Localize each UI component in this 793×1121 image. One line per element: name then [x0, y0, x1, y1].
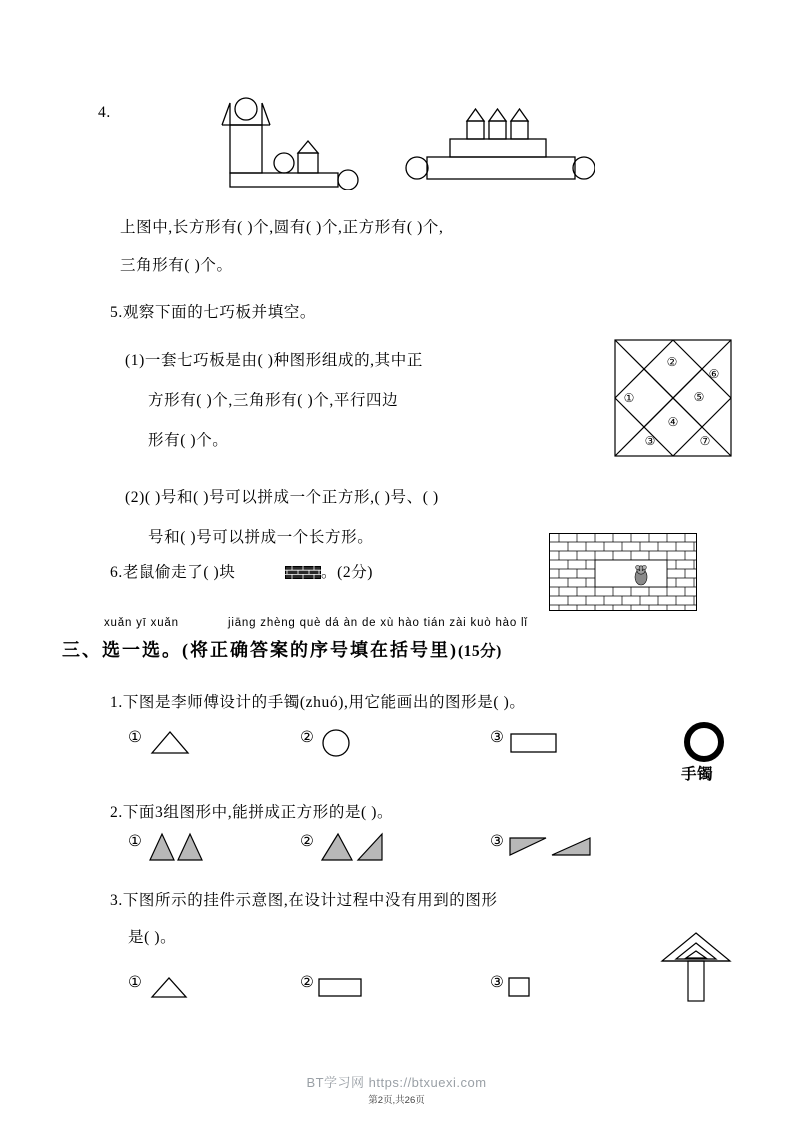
section-3-title-text: 三、选一选。(将正确答案的序号填在括号里) [62, 640, 458, 660]
choice-3-option-1-label[interactable]: ① [128, 974, 142, 991]
choice-1-stem: 1.下图是李师傅设计的手镯(zhuó),用它能画出的图形是( )。 [110, 694, 526, 711]
watermark: BT学习网 https://btxuexi.com [306, 1075, 487, 1090]
question-6-suffix: 。(2分) [321, 564, 374, 581]
choice-3-stem-line-2: 是( )。 [128, 929, 177, 946]
svg-text:①: ① [623, 391, 635, 405]
triangle-shape-icon [148, 729, 192, 755]
question-5-stem: 5.观察下面的七巧板并填空。 [110, 304, 317, 321]
svg-text:④: ④ [667, 415, 679, 429]
choice-3-stem-line-1: 3.下图所示的挂件示意图,在设计过程中没有用到的图形 [110, 892, 498, 909]
section-3-title [62, 636, 502, 662]
question-5-part1-line3: 形有( )个。 [148, 432, 229, 449]
question-5-part2-line1: (2)( )号和( )号可以拼成一个正方形,( )号、( ) [125, 489, 439, 506]
circle-shape-icon [320, 728, 354, 758]
question-4-figure-right [405, 105, 595, 190]
question-4-figure-left [200, 95, 370, 190]
two-tall-triangles-icon [146, 830, 208, 862]
brick-inline-icon [285, 566, 321, 579]
question-4-line-2: 三角形有( )个。 [120, 257, 233, 274]
section-3-pinyin-title: xuǎn yī xuǎn [104, 617, 179, 629]
svg-text:⑥: ⑥ [708, 367, 720, 381]
square-option-icon [508, 976, 538, 1000]
choice-1-option-3-label[interactable]: ③ [490, 729, 504, 746]
choice-2-option-3-label[interactable]: ③ [490, 833, 504, 850]
choice-2-option-1-label[interactable]: ① [128, 833, 142, 850]
choice-3-option-2-label[interactable]: ② [300, 974, 314, 991]
svg-text:⑤: ⑤ [693, 390, 705, 404]
question-5-part2-line2: 号和( )号可以拼成一个长方形。 [148, 529, 374, 546]
bracelet-caption: 手镯 [681, 766, 714, 783]
brick-wall-figure [549, 533, 697, 611]
choice-1-option-1-label[interactable]: ① [128, 729, 142, 746]
pendant-figure [655, 925, 737, 1003]
question-6-text: 6.老鼠偷走了( )块 [110, 564, 236, 581]
section-3-pinyin-sub: jiāng zhèng què dá àn de xù hào tián zài kuò hào lǐ [228, 617, 528, 629]
section-3-points: (15分) [458, 643, 502, 660]
bracelet-figure [680, 721, 728, 765]
two-right-triangles-icon [318, 830, 390, 862]
choice-1-option-2-label[interactable]: ② [300, 729, 314, 746]
question-5-part1-line2: 方形有( )个,三角形有( )个,平行四边 [148, 392, 399, 409]
question-4-line-1: 上图中,长方形有( )个,圆有( )个,正方形有( )个, [120, 219, 444, 236]
svg-text:③: ③ [644, 434, 656, 448]
tangram-figure [613, 338, 733, 458]
rectangle-option-icon [318, 976, 366, 1000]
choice-2-option-2-label[interactable]: ② [300, 833, 314, 850]
triangle-option-icon [148, 974, 192, 1000]
svg-text:②: ② [666, 355, 678, 369]
two-flat-triangles-icon [508, 833, 594, 861]
question-4-number: 4. [98, 104, 111, 121]
rectangle-shape-icon [510, 731, 558, 755]
svg-text:⑦: ⑦ [699, 434, 711, 448]
page-number: 第2页,共26页 [368, 1095, 425, 1106]
question-5-part1-line1: (1)一套七巧板是由( )种图形组成的,其中正 [125, 352, 423, 369]
choice-3-option-3-label[interactable]: ③ [490, 974, 504, 991]
choice-2-stem: 2.下面3组图形中,能拼成正方形的是( )。 [110, 804, 394, 821]
